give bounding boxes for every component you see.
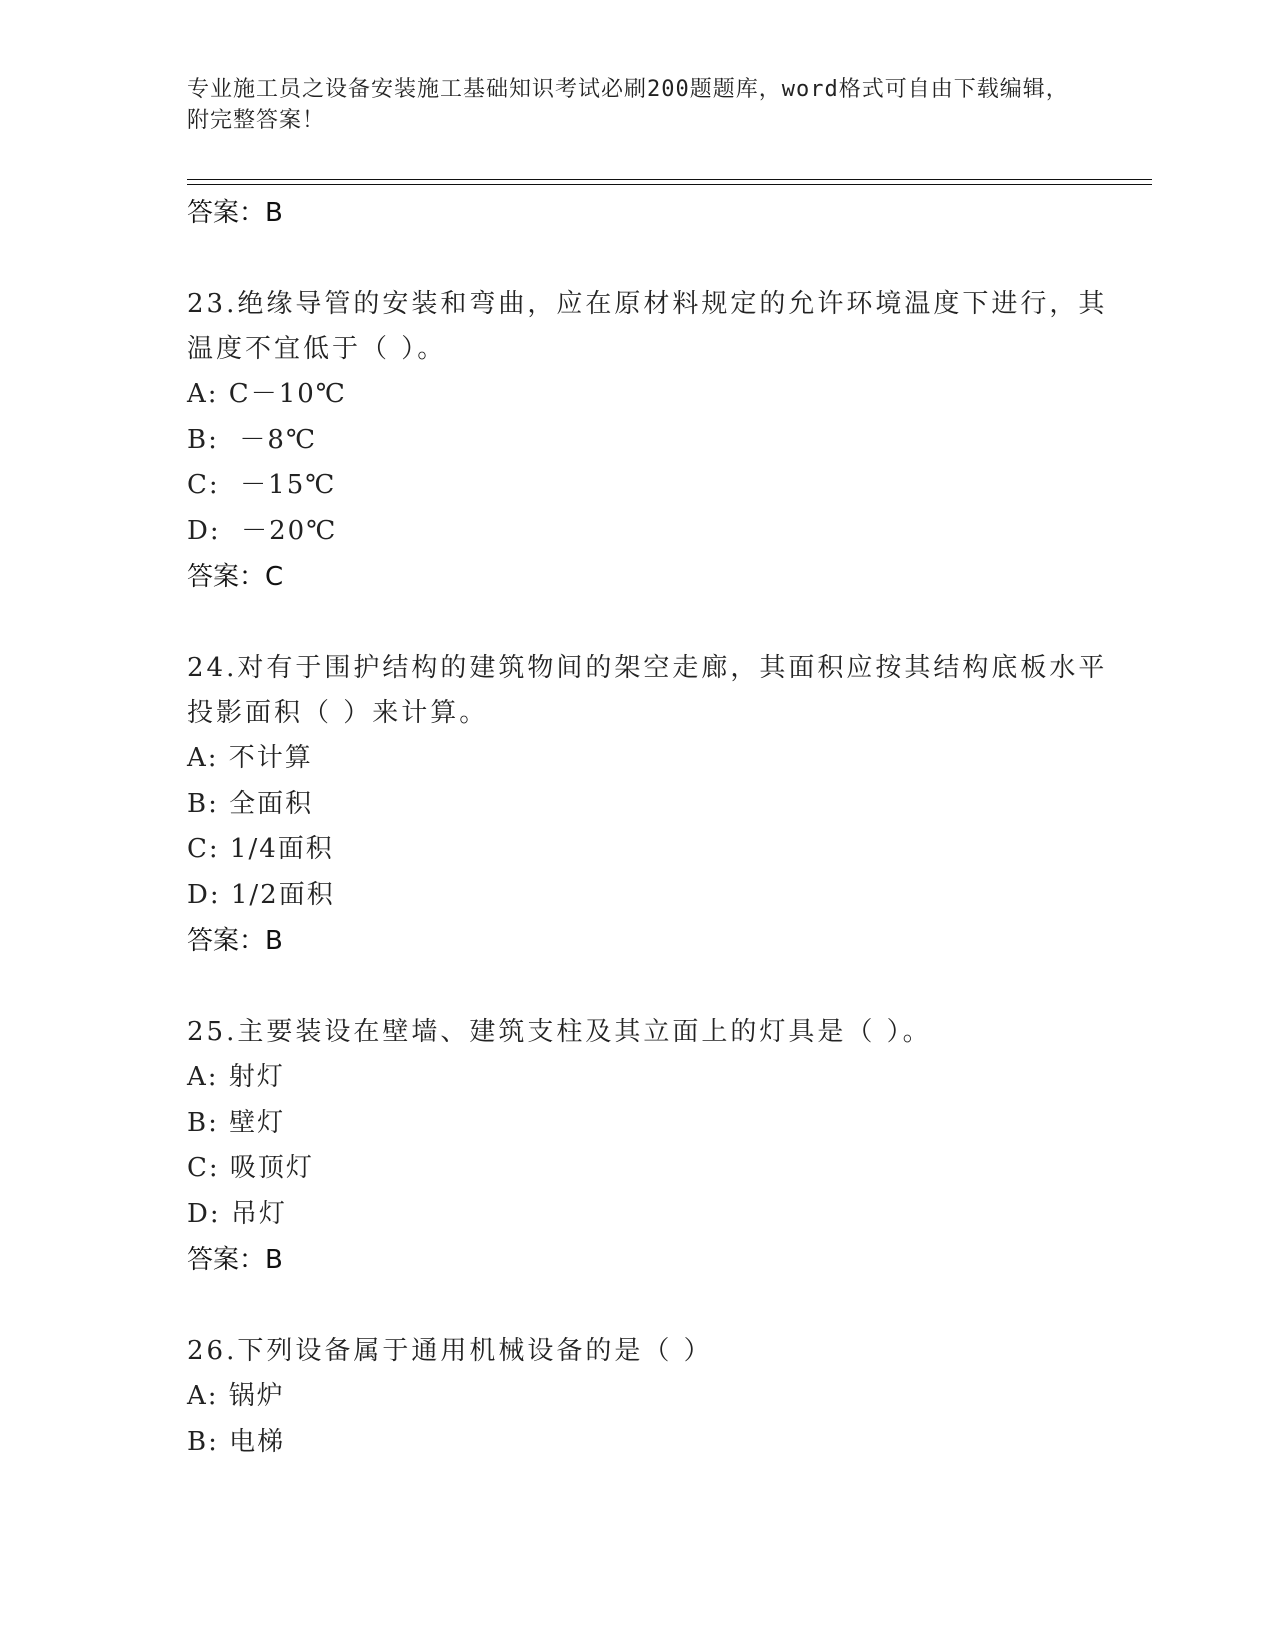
question-stem: 23.绝缘导管的安装和弯曲，应在原材料规定的允许环境温度下进行，其温度不宜低于（ ）。 [187, 289, 1108, 364]
question-stem: 25.主要装设在壁墙、建筑支柱及其立面上的灯具是（ ）。 [187, 1017, 932, 1047]
question-list [187, 190, 1127, 1465]
question-24 [187, 646, 1127, 964]
page-header: 专业施工员之设备安装施工基础知识考试必刷200题题库，word格式可自由下载编辑，附完整答案！ [187, 77, 1069, 133]
option-b: B: 壁灯 [187, 1107, 286, 1138]
answer-line: 答案：B [187, 198, 283, 228]
question-stem: 26.下列设备属于通用机械设备的是（ ） [187, 1336, 713, 1366]
option-b: B: 电梯 [187, 1426, 286, 1457]
option-d: D: －20℃ [187, 515, 338, 546]
option-c: C: －15℃ [187, 470, 337, 500]
option-d: D: 1/2面积 [187, 879, 335, 910]
option-d: D: 吊灯 [187, 1198, 287, 1229]
option-a: A: 锅炉 [187, 1381, 285, 1411]
option-a: A: 射灯 [187, 1062, 285, 1092]
question-stem: 24.对有于围护结构的建筑物间的架空走廊，其面积应按其结构底板水平投影面积（ ）来计算。 [187, 653, 1108, 728]
option-b: B: 全面积 [187, 788, 314, 819]
question-23 [187, 282, 1127, 600]
answer-line: 答案：B [187, 1245, 283, 1275]
header-divider [187, 179, 1152, 185]
answer-line: 答案：B [187, 926, 283, 956]
option-c: C: 1/4面积 [187, 834, 334, 864]
question-26 [187, 1329, 1127, 1465]
answer-line: 答案：C [187, 562, 284, 592]
question-25 [187, 1010, 1127, 1283]
option-b: B: －8℃ [187, 424, 318, 455]
option-a: A: C－10℃ [187, 379, 347, 409]
option-c: C: 吸顶灯 [187, 1153, 314, 1183]
option-a: A: 不计算 [187, 743, 313, 773]
